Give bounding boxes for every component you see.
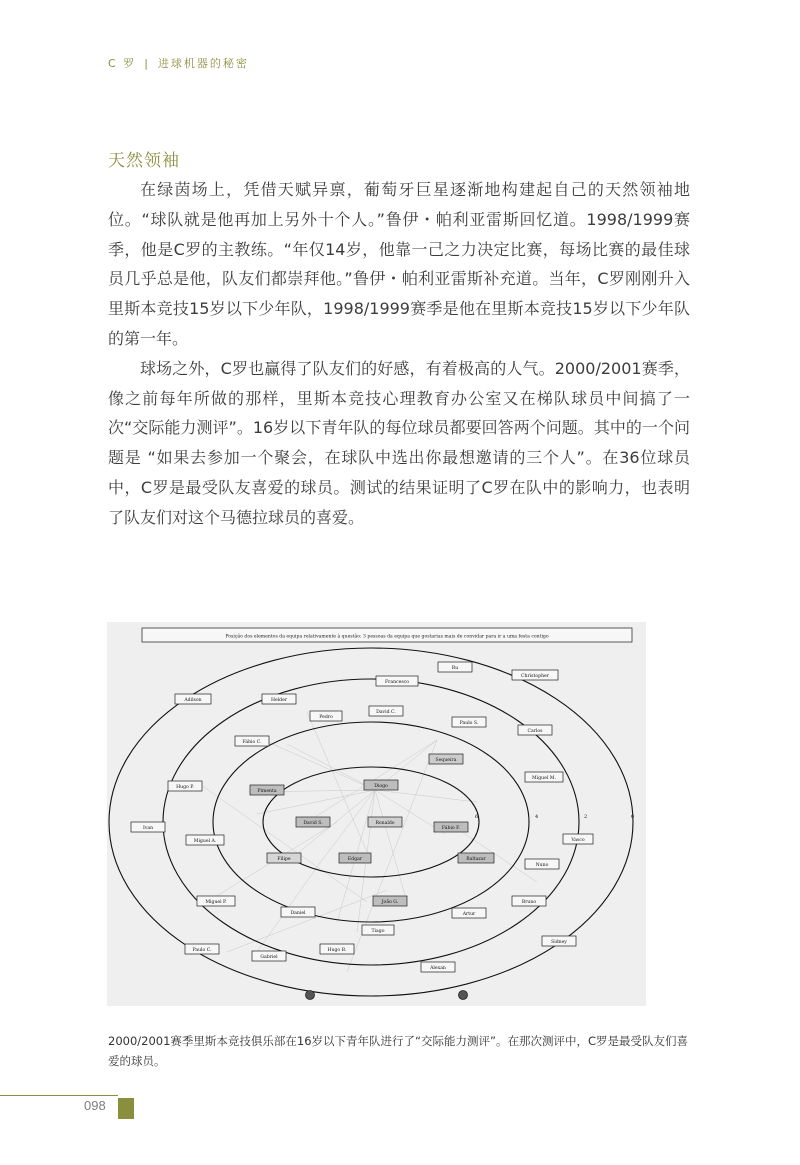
- player-label: Ivan: [142, 826, 154, 831]
- player-node-adilson: [175, 694, 211, 704]
- sociogram-figure: [107, 622, 646, 1006]
- footer-rule: [0, 1095, 118, 1096]
- player-label: Diogo: [374, 784, 388, 789]
- player-node-pimenta: [250, 785, 284, 795]
- player-node-helder: [262, 694, 296, 704]
- player-node-edgar: [339, 853, 371, 863]
- ring-label-2: 2: [584, 814, 588, 820]
- page-number: 098: [84, 1098, 106, 1113]
- player-node-fabio-c: [235, 736, 269, 746]
- player-label: Hugo P.: [176, 785, 194, 790]
- player-node-gabriel: [252, 951, 286, 961]
- player-node-fabio-f: [434, 822, 468, 832]
- player-label: Miguel P.: [205, 900, 227, 905]
- player-label: Fábio C.: [242, 740, 262, 745]
- player-label: Paulo C.: [192, 948, 212, 953]
- player-label: João G.: [381, 900, 399, 905]
- paragraph: 在绿茵场上，凭借天赋异禀，葡萄牙巨星逐渐地构建起自己的天然领袖地位。“球队就是他再加上另外十个人。”鲁伊・帕利亚雷斯回忆道。1998/1999赛季，他是C罗的主教练。“年仅14岁，他靠一己之力决定比赛，每场比赛的最佳球员几乎总是他，队友们都崇拜他。”鲁伊・帕利亚雷斯补充道。当年，C罗刚刚升入里斯本竞技15岁以下少年队，1998/1999赛季是他在里斯本竞技15岁以下少年队的第一年。: [108, 180, 690, 348]
- player-node-christopher: [512, 670, 558, 680]
- player-node-alexan: [421, 962, 455, 972]
- player-node-ru: [438, 662, 472, 672]
- running-head-book-title: 进球机器的秘密: [157, 57, 249, 70]
- player-node-ronaldo: [368, 817, 402, 827]
- ring-label-6: 6: [475, 814, 479, 820]
- player-label: Christopher: [521, 674, 549, 679]
- player-label: Filipe: [277, 857, 291, 862]
- player-label: David S.: [303, 821, 323, 826]
- player-label: Gabriel: [260, 955, 278, 960]
- player-node-sidney: [542, 936, 576, 946]
- player-label: Carlos: [527, 729, 543, 734]
- player-node-baltazar: [458, 853, 494, 863]
- player-label: Alexan: [430, 966, 446, 971]
- player-node-sequeira: [429, 754, 463, 764]
- player-node-david-s: [296, 817, 330, 827]
- player-label: Ronaldo: [375, 821, 395, 826]
- player-label: Nuno: [535, 863, 549, 868]
- player-label: Francesco: [384, 680, 410, 685]
- player-label: Adilson: [184, 698, 202, 703]
- player-label: Sequeira: [435, 758, 457, 763]
- sociogram-diagram: [107, 622, 646, 1006]
- player-node-bruno: [512, 896, 546, 906]
- player-label: Miguel M.: [532, 776, 556, 781]
- player-label: Edgar: [347, 857, 363, 862]
- player-label: Sidney: [551, 940, 567, 945]
- figure-caption: 2000/2001赛季里斯本竞技俱乐部在16岁以下青年队进行了“交际能力测评”。在那次测评中，C罗是最受队友们喜爱的球员。: [108, 1034, 688, 1068]
- player-label: Artur: [462, 912, 476, 917]
- player-label: Pedro: [319, 715, 333, 720]
- running-head-separator: |: [144, 57, 150, 70]
- player-node-paulo-c: [185, 944, 219, 954]
- player-node-tiago: [362, 925, 394, 935]
- player-label: Fábio F.: [441, 826, 461, 831]
- player-node-francesco: [376, 676, 418, 686]
- player-node-filipe: [267, 853, 301, 863]
- player-node-miguel-m: [525, 772, 563, 782]
- player-node-hugo-p: [168, 781, 202, 791]
- player-node-nuno: [525, 859, 559, 869]
- ring-label-0: 0: [631, 814, 635, 820]
- page-number-marker: [118, 1098, 134, 1119]
- player-label: Baltazar: [466, 857, 486, 862]
- player-label: Miguel A.: [193, 839, 217, 844]
- player-label: Ru: [451, 666, 459, 671]
- running-head-subject: C 罗: [108, 57, 137, 70]
- player-label: Tiago: [371, 929, 385, 934]
- player-label: Daniel: [290, 911, 306, 916]
- player-node-diogo: [364, 780, 398, 790]
- player-node-joao-g: [373, 896, 407, 906]
- binder-hole: [459, 991, 468, 1000]
- player-node-miguel-a: [186, 835, 224, 845]
- player-node-paulo-s: [452, 717, 486, 727]
- player-node-carlos: [518, 725, 552, 735]
- player-node-miguel-p: [197, 896, 235, 906]
- player-label: Paulo S.: [459, 721, 479, 726]
- player-label: Pimenta: [257, 789, 277, 794]
- player-node-artur: [452, 908, 486, 918]
- player-label: Vasco: [571, 838, 585, 843]
- player-node-david-c: [369, 706, 403, 716]
- ring-label-4: 4: [535, 814, 539, 820]
- section-title: 天然领袖: [108, 151, 180, 171]
- player-node-ivan: [131, 822, 165, 832]
- player-label: David C.: [376, 710, 396, 715]
- binder-hole: [306, 991, 315, 1000]
- running-head: [108, 55, 249, 71]
- body-text: [108, 175, 690, 533]
- player-node-vasco: [563, 834, 593, 844]
- paragraph: 球场之外，C罗也赢得了队友们的好感，有着极高的人气。2000/2001赛季，像之前每年所做的那样，里斯本竞技心理教育办公室又在梯队球员中间搞了一次“交际能力测评”。16岁以下青年队的每位球员都要回答两个问题。其中的一个问题是 “如果去参加一个聚会，在球队中选出你最想邀请的三个人”。在36位球员中，C罗是最受队友喜爱的球员。测试的结果证明了C罗在队中的影响力，也表明了队友们对这个马德拉球员的喜爱。: [108, 358, 690, 527]
- player-label: Bruno: [521, 900, 537, 905]
- player-label: Hugo B.: [327, 948, 347, 953]
- player-node-pedro: [310, 711, 342, 721]
- player-label: Helder: [270, 698, 288, 703]
- player-node-daniel: [281, 907, 315, 917]
- player-node-hugo-b: [320, 944, 354, 954]
- figure-title: Posição dos elementos da equipa relativamente à questão: 3 pessoas da equipa que gostarias mais de convidar para ir a uma festa contigo: [225, 634, 549, 640]
